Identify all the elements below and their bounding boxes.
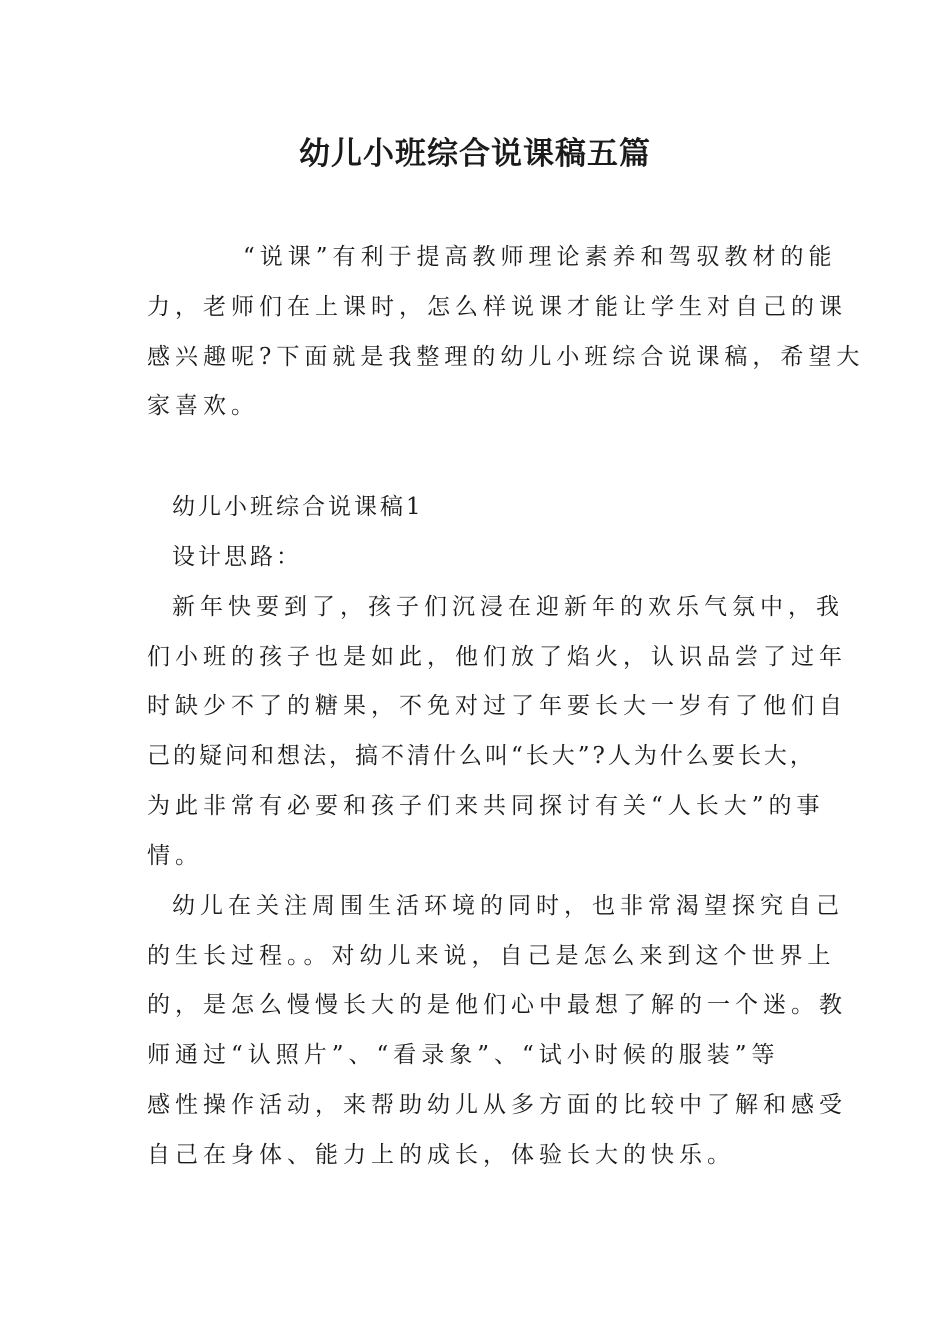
paragraph-line: 们小班的孩子也是如此，他们放了焰火，认识品尝了过年 xyxy=(147,644,847,670)
intro-line: 家喜欢。 xyxy=(147,393,259,419)
document-title: 幼儿小班综合说课稿五篇 xyxy=(299,136,651,172)
intro-line: 感兴趣呢?下面就是我整理的幼儿小班综合说课稿，希望大 xyxy=(147,344,865,370)
paragraph-line: 为此非常有必要和孩子们来共同探讨有关“人长大”的事 xyxy=(147,793,825,819)
paragraph-line: 时缺少不了的糖果，不免对过了年要长大一岁有了他们自 xyxy=(147,693,847,719)
paragraph-line: 的生长过程。。对幼儿来说，自己是怎么来到这个世界上 xyxy=(147,943,836,969)
paragraph-line: 己的疑问和想法，搞不清什么叫“长大”?人为什么要长大， xyxy=(147,743,816,769)
paragraph-line: 情。 xyxy=(147,843,203,869)
section-heading: 幼儿小班综合说课稿1 xyxy=(172,494,424,520)
paragraph-line: 师通过“认照片”、“看录象”、“试小时候的服装”等 xyxy=(147,1042,780,1068)
paragraph-line: 的，是怎么慢慢长大的是他们心中最想了解的一个迷。教 xyxy=(147,992,847,1018)
section-subheading: 设计思路： xyxy=(172,544,302,570)
paragraph-line: 自己在身体、能力上的成长，体验长大的快乐。 xyxy=(147,1142,735,1168)
paragraph-line: 幼儿在关注周围生活环境的同时，也非常渴望探究自己 xyxy=(172,893,844,919)
intro-line: 力，老师们在上课时，怎么样说课才能让学生对自己的课 xyxy=(147,294,847,320)
intro-line: “说课”有利于提高教师理论素养和驾驭教材的能 xyxy=(243,244,837,270)
paragraph-line: 新年快要到了，孩子们沉浸在迎新年的欢乐气氛中，我 xyxy=(172,594,844,620)
paragraph-line: 感性操作活动，来帮助幼儿从多方面的比较中了解和感受 xyxy=(147,1092,847,1118)
